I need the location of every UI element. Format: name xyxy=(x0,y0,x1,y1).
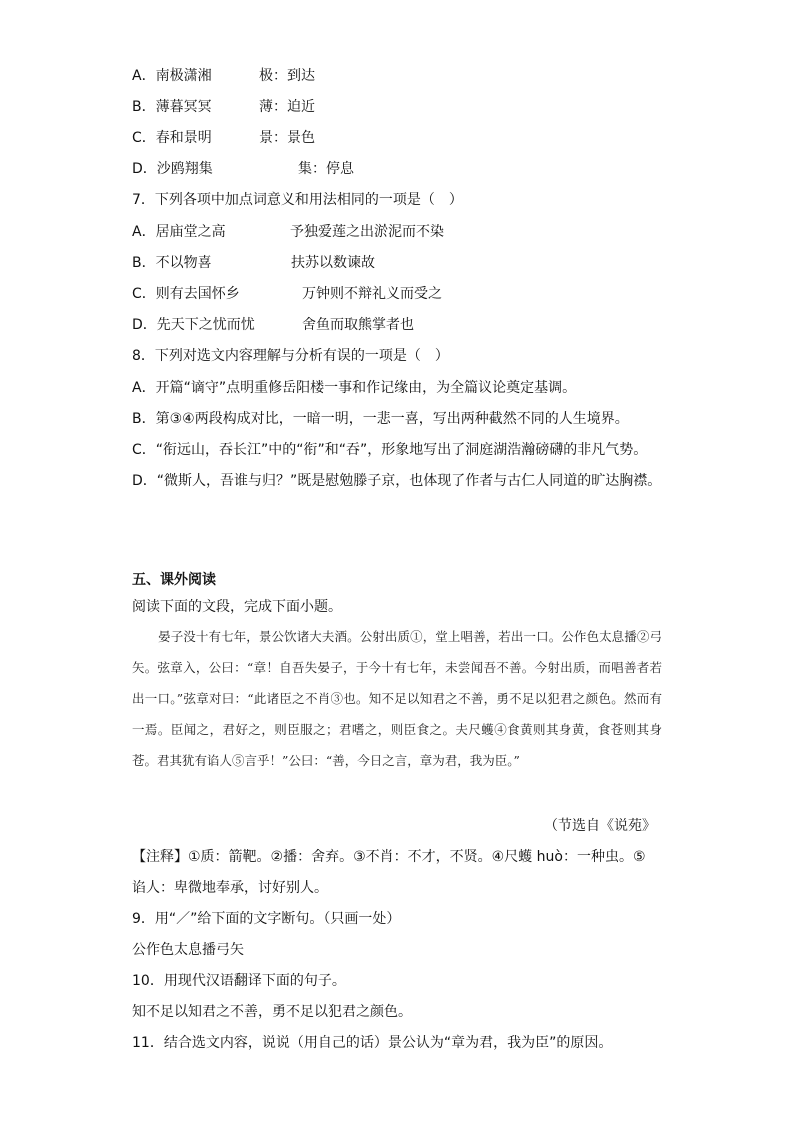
q10-text: 知不足以知君之不善，勇不足以犯君之颜色。 xyxy=(132,1004,412,1020)
classical-passage xyxy=(132,621,662,776)
q7-option-b xyxy=(132,253,375,273)
q8-option-d: D．“微斯人，吾谁与归？”既是慰勉滕子京，也体现了作者与古仁人同道的旷达胸襟。 xyxy=(132,473,662,489)
q6-option-d-text: D．沙鸥翔集 xyxy=(132,161,213,177)
q7-option-a-compare: 予独爱莲之出淤泥而不染 xyxy=(290,224,444,240)
q6-option-b-gloss: 薄：迫近 xyxy=(259,99,315,115)
passage-source: （节选自《说苑》 xyxy=(544,818,656,834)
q6-option-b xyxy=(132,97,315,117)
q10-stem: 10．用现代汉语翻译下面的句子。 xyxy=(132,973,346,989)
q6-option-a xyxy=(132,66,315,86)
q7-option-d-compare: 舍鱼而取熊掌者也 xyxy=(302,317,414,333)
q6-option-a-text: A．南极潇湘 xyxy=(132,68,212,84)
q7-option-c-text: C．则有去国怀乡 xyxy=(132,286,240,302)
q6-option-d xyxy=(132,159,354,179)
q7-option-a xyxy=(132,222,444,242)
q6-option-a-gloss: 极：到达 xyxy=(259,68,315,84)
annotations-line-2: 谄人：卑微地奉承，讨好别人。 xyxy=(132,880,328,896)
q6-option-c xyxy=(132,128,315,148)
q7-option-d xyxy=(132,315,414,335)
q7-option-d-text: D．先天下之忧而忧 xyxy=(132,317,255,333)
q7-option-c xyxy=(132,284,442,304)
q8-option-b: B．第③④两段构成对比，一暗一明，一悲一喜，写出两种截然不同的人生境界。 xyxy=(132,411,629,427)
q7-option-a-text: A．居庙堂之高 xyxy=(132,224,226,240)
q7-stem: 7．下列各项中加点词意义和用法相同的一项是（ ） xyxy=(132,192,463,208)
q8-option-c: C．“衔远山，吞长江”中的“衔”和“吞”，形象地写出了洞庭湖浩瀚磅礴的非凡气势。 xyxy=(132,442,648,458)
section-intro: 阅读下面的文段，完成下面小题。 xyxy=(132,599,342,615)
annotations-line-1: 【注释】①质：箭靶。②播：舍弃。③不肖：不才，不贤。④尺蠖 huò：一种虫。⑤ xyxy=(132,849,646,865)
q9-text: 公作色太息播弓矢 xyxy=(132,942,244,958)
q7-option-b-compare: 扶苏以数谏故 xyxy=(291,255,375,271)
q9-stem: 9．用“／”给下面的文字断句。（只画一处） xyxy=(132,911,401,927)
q8-option-a: A．开篇“谪守”点明重修岳阳楼一事和作记缘由，为全篇议论奠定基调。 xyxy=(132,380,577,396)
q7-option-b-text: B．不以物喜 xyxy=(132,255,212,271)
q11-stem: 11．结合选文内容，说说（用自己的话）景公认为“章为君，我为臣”的原因。 xyxy=(132,1035,613,1051)
section-title: 五、课外阅读 xyxy=(132,572,216,588)
classical-passage-text: 晏子没十有七年，景公饮诸大夫酒。公射出质①，堂上唱善，若出一口。公作色太息播②弓矢。弦章入，公曰：“章！自吾失晏子，于今十有七年，未尝闻吾不善。今射出质，而唱善者若出一口。”弦章对曰：“此诸臣之不肖③也。知不足以知君之不善，勇不足以犯君之颜色。然而有一焉。臣闻之，君好之，则臣服之；君嗜之，则臣食之。夫尺蠖④食黄则其身黄，食苍则其身苍。君其犹有谄人⑤言乎！”公曰：“善，今日之言，章为君，我为臣。” xyxy=(132,629,662,768)
q6-option-d-gloss: 集：停息 xyxy=(298,161,354,177)
q6-option-c-gloss: 景：景色 xyxy=(259,130,315,146)
q7-option-c-compare: 万钟则不辩礼义而受之 xyxy=(302,286,442,302)
q6-option-b-text: B．薄暮冥冥 xyxy=(132,99,212,115)
q6-option-c-text: C．春和景明 xyxy=(132,130,212,146)
q8-stem: 8．下列对选文内容理解与分析有误的一项是（ ） xyxy=(132,348,449,364)
